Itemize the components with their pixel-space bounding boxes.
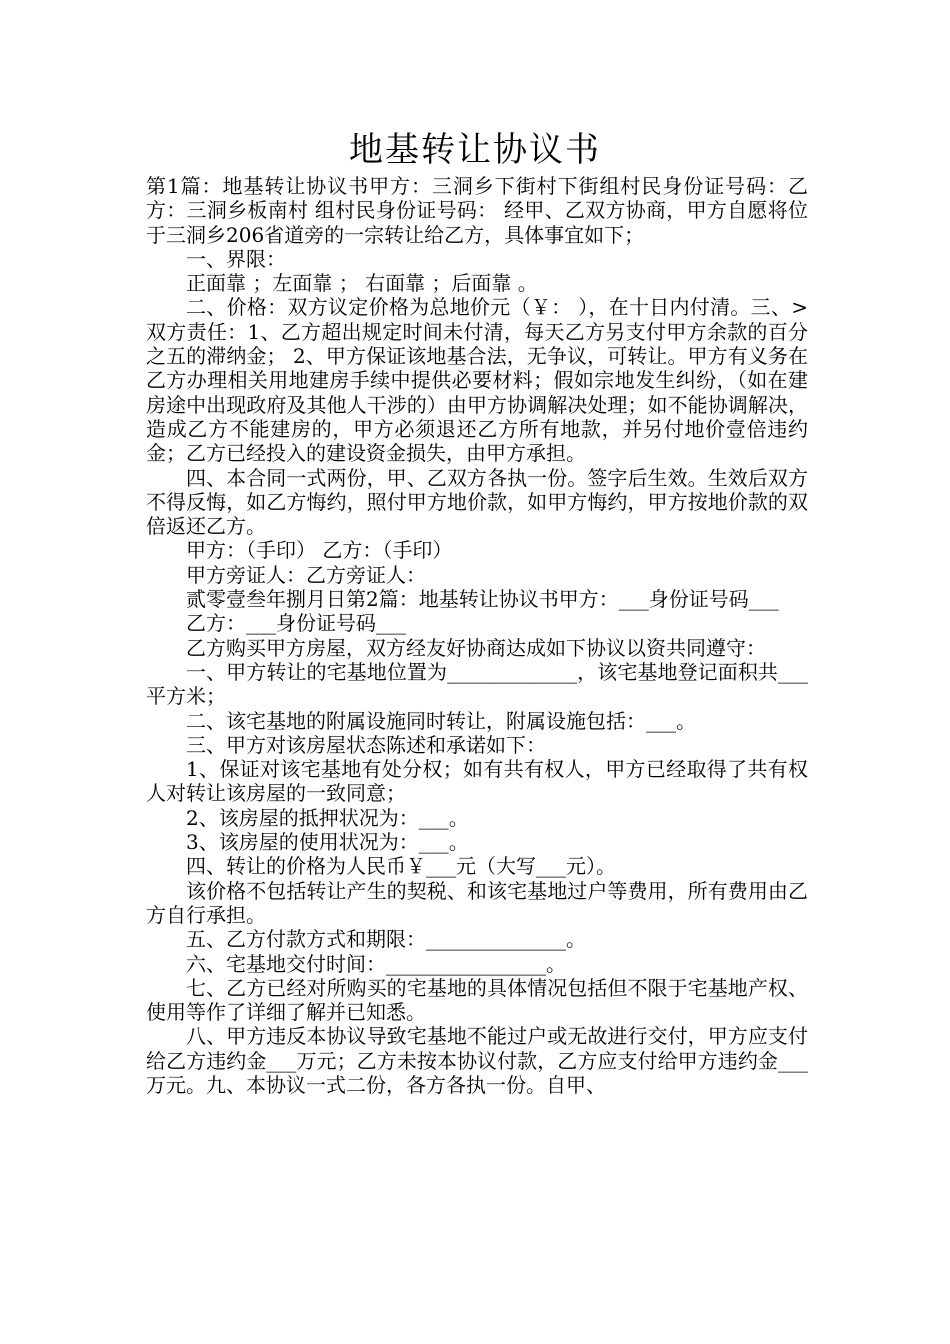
paragraph-copies: 四、本合同一式两份，甲、乙双方各执一份。签字后生效。生效后双方不得反悔，如乙方悔约，照付甲方地价款，如甲方悔约，甲方按地价款的双倍返还乙方。 bbox=[146, 465, 808, 539]
paragraph-intro: 第1篇：地基转让协议书甲方：三洞乡下街村下街组村民身份证号码：乙方：三洞乡板南村 组村民身份证号码： 经甲、乙双方协商，甲方自愿将位于三洞乡206省道旁的一宗转让给乙方，具体事宜如下； bbox=[146, 174, 808, 247]
paragraph-clause-8: 八、甲方违反本协议导致宅基地不能过户或无故进行交付，甲方应支付给乙方违约金___万元；乙方未按本协议付款，乙方应支付给甲方违约金___万元。九、本协议一式二份，各方各执一份。自甲、 bbox=[146, 1024, 808, 1097]
paragraph-boundary-detail: 正面靠 ；左面靠 ； 右面靠 ；后面靠 。 bbox=[186, 271, 538, 296]
paragraph-clause-5: 五、乙方付款方式和期限：______________。 bbox=[186, 927, 586, 952]
paragraph-clause-4: 四、转让的价格为人民币￥___元（大写___元）。 bbox=[186, 854, 616, 879]
paragraph-price-responsibility: 二、价格：双方议定价格为总地价元（￥： ），在十日内付清。三、>双方责任：1、乙方超出规定时间未付清，每天乙方另支付甲方余款的百分之五的滞纳金； 2、甲方保证该地基合法，无争议，可转让。甲方有义务在乙方办理相关用地建房手续中提供必要材料；假如宗地发生纠纷，（如在建房途中出现政府及其他人干涉的）由甲方协调解决处理；如不能协调解决，造成乙方不能建房的，甲方必须退还乙方所有地款，并另付地价壹倍违约金；乙方已经投入的建设资金损失，由甲方承担。 bbox=[146, 295, 808, 466]
paragraph-clause-2: 二、该宅基地的附属设施同时转让，附属设施包括：___。 bbox=[186, 708, 696, 733]
document-title: 地基转让协议书 bbox=[349, 130, 601, 170]
paragraph-witnesses: 甲方旁证人：乙方旁证人： bbox=[186, 562, 426, 587]
paragraph-signatures: 甲方：（手印） 乙方：（手印） bbox=[186, 538, 453, 563]
paragraph-clause-3-2: 2、该房屋的抵押状况为：___。 bbox=[186, 805, 469, 830]
paragraph-clause-3-3: 3、该房屋的使用状况为：___。 bbox=[186, 830, 469, 855]
paragraph-clause-4-note: 该价格不包括转让产生的契税、和该宅基地过户等费用，所有费用由乙方自行承担。 bbox=[146, 878, 808, 927]
paragraph-clause-3: 三、甲方对该房屋状态陈述和承诺如下： bbox=[186, 732, 546, 757]
paragraph-boundary-heading: 一、界限： bbox=[186, 246, 286, 271]
paragraph-date-part2: 贰零壹叁年捌月日第2篇：地基转让协议书甲方：___身份证号码___ bbox=[186, 587, 779, 612]
paragraph-clause-3-1: 1、保证对该宅基地有处分权；如有共有权人，甲方已经取得了共有权人对转让该房屋的一致同意； bbox=[146, 757, 808, 806]
paragraph-clause-6: 六、宅基地交付时间：________________。 bbox=[186, 951, 566, 976]
paragraph-clause-7: 七、乙方已经对所购买的宅基地的具体情况包括但不限于宅基地产权、使用等作了详细了解并已知悉。 bbox=[146, 975, 808, 1025]
paragraph-purpose: 乙方购买甲方房屋，双方经友好协商达成如下协议以资共同遵守： bbox=[186, 635, 766, 660]
document-body bbox=[146, 174, 808, 1097]
paragraph-clause-1: 一、甲方转让的宅基地位置为_____________，该宅基地登记面积共___平方米； bbox=[146, 659, 808, 709]
paragraph-party-b: 乙方：___身份证号码___ bbox=[186, 611, 406, 636]
